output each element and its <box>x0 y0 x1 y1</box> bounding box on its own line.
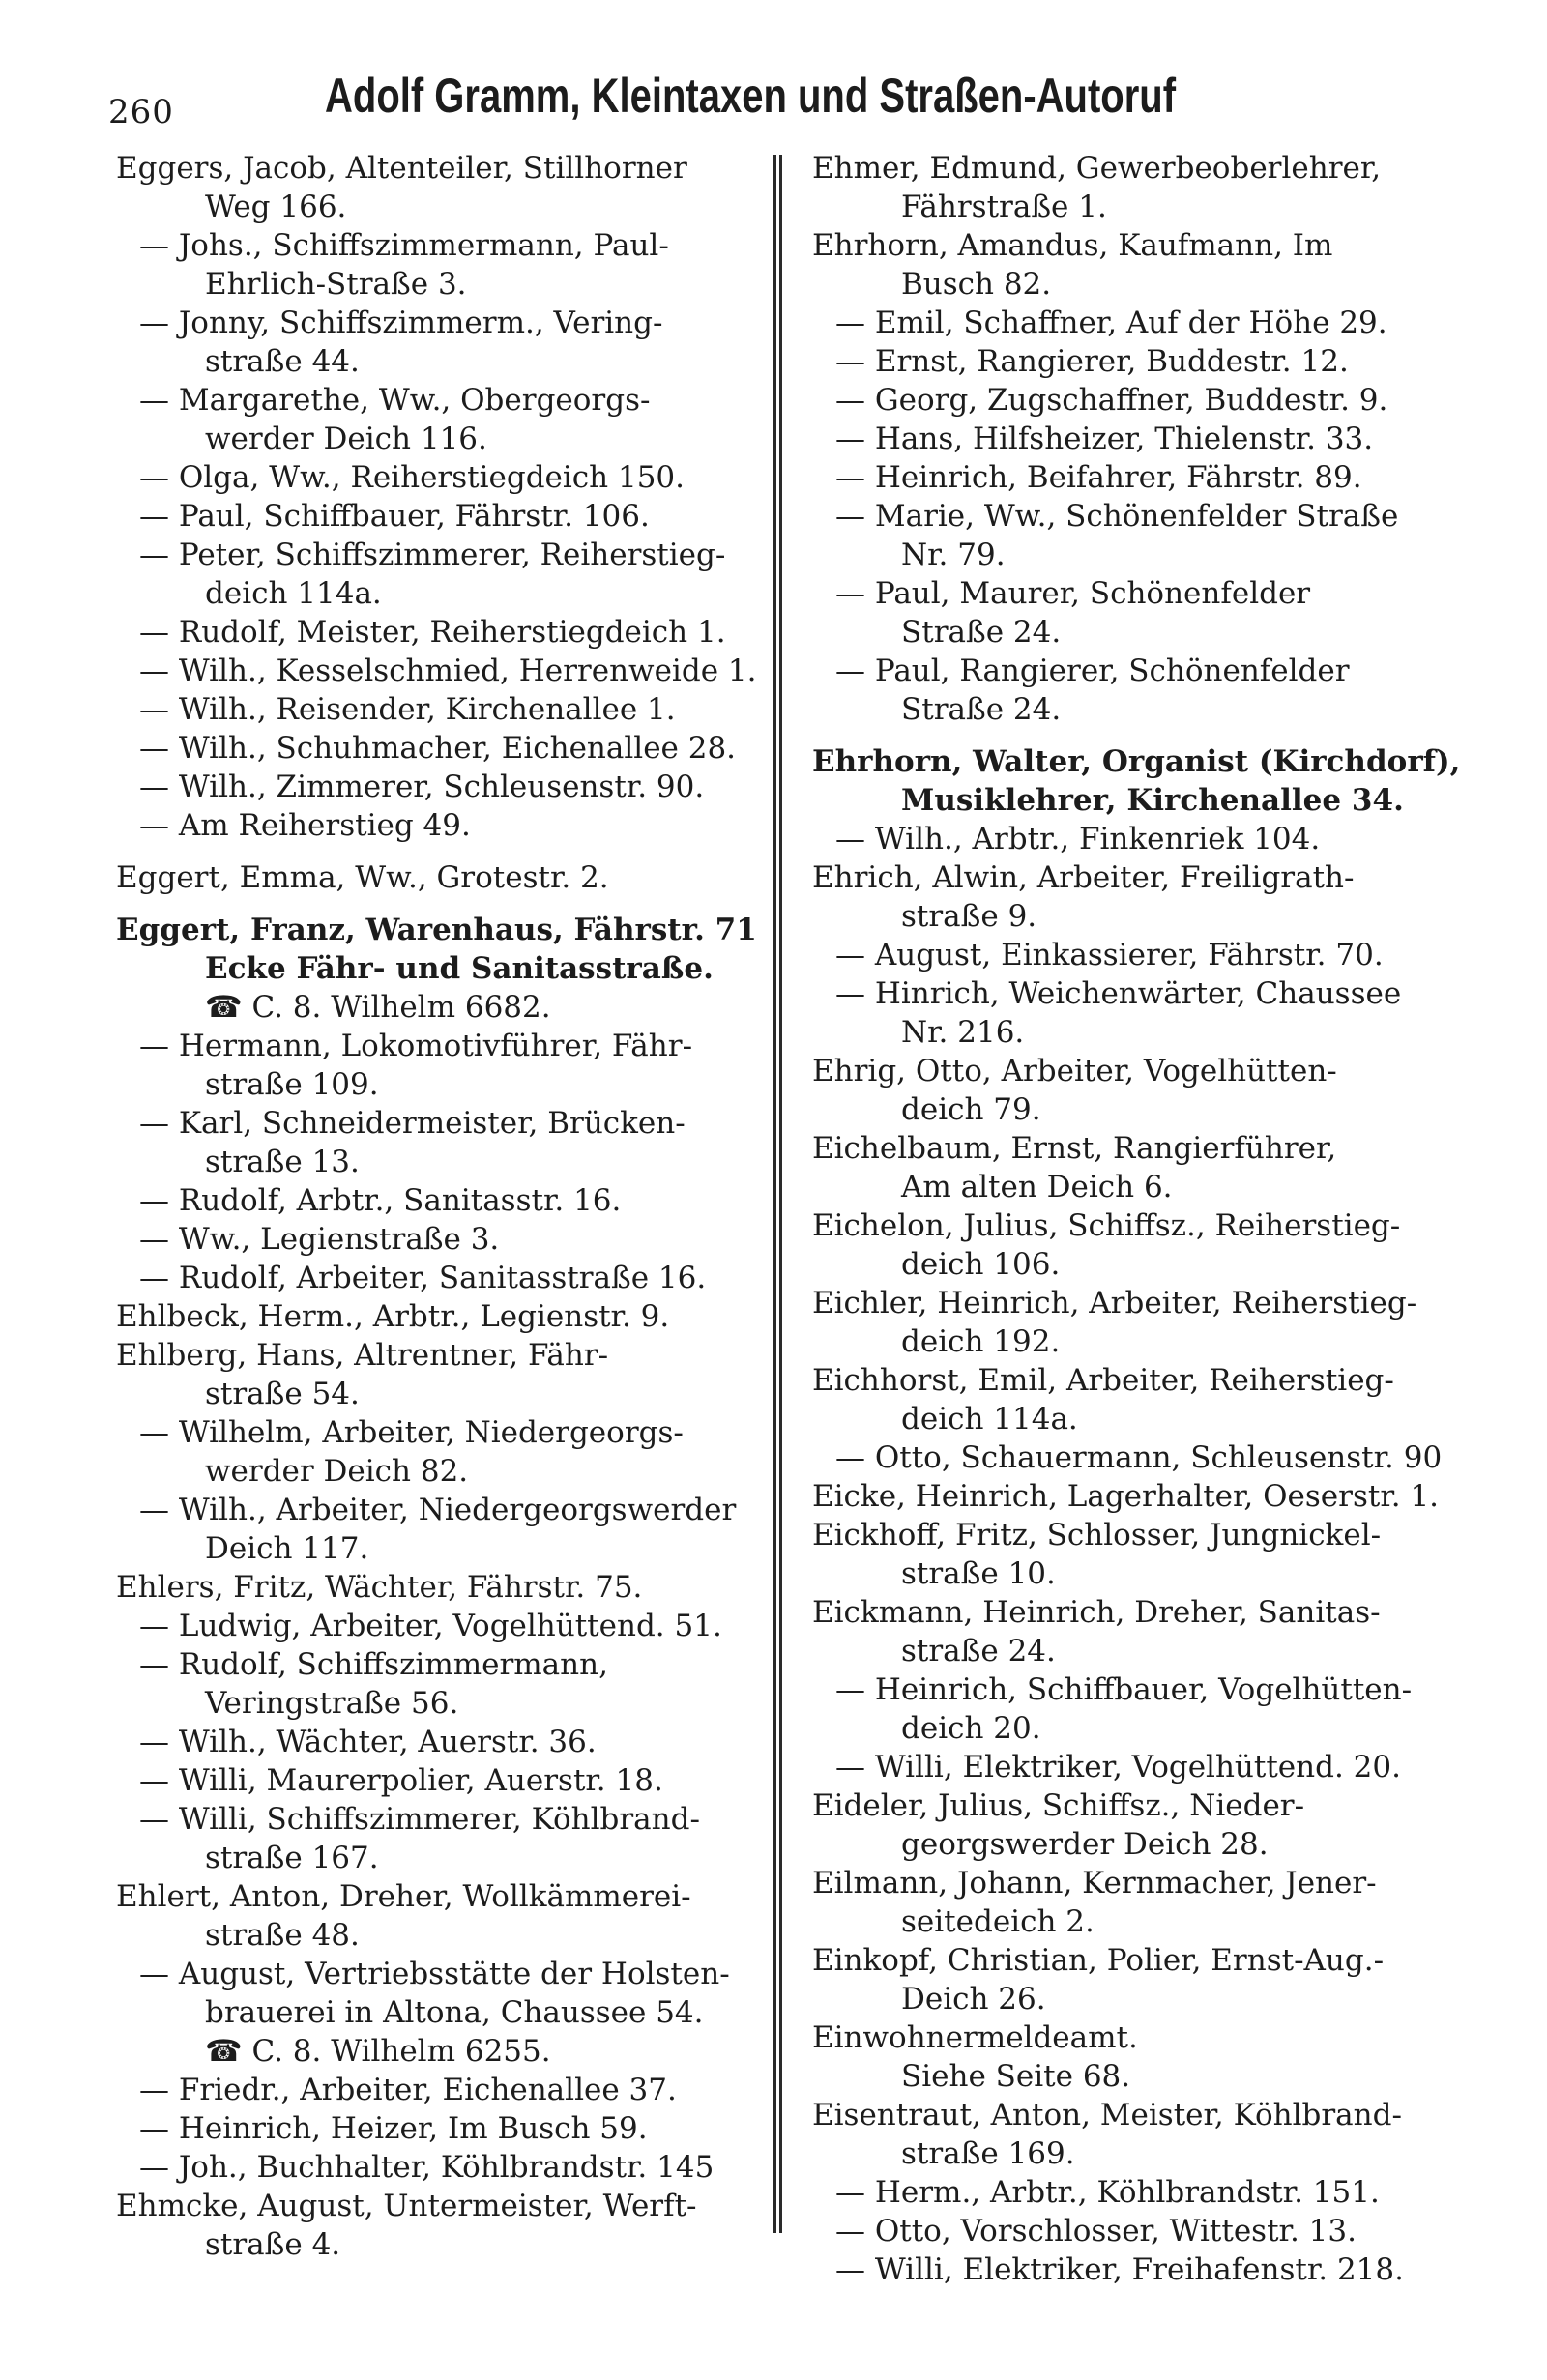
entry-line: Eggers, Jacob, Altenteiler, Stillhorner <box>116 151 687 186</box>
entry-line: Einkopf, Christian, Polier, Ernst-Aug.- <box>812 1943 1385 1978</box>
entry-line: — Ernst, Rangierer, Buddestr. 12. <box>835 344 1349 379</box>
entry-continuation: Nr. 216. <box>901 1015 1025 1050</box>
directory-entry <box>116 1336 764 1413</box>
directory-entry <box>116 1568 764 1607</box>
directory-entry <box>116 458 764 497</box>
entry-line: — Friedr., Arbeiter, Eichenallee 37. <box>139 2073 677 2107</box>
entry-line: Ehrhorn, Amandus, Kaufmann, Im <box>812 228 1333 263</box>
directory-entry <box>116 304 764 381</box>
directory-entry <box>812 858 1489 936</box>
directory-entry <box>812 1129 1489 1206</box>
entry-continuation: straße 54. <box>205 1377 360 1411</box>
entry-line: Ehlert, Anton, Dreher, Wollkämmerei- <box>116 1879 691 1914</box>
directory-entry <box>116 536 764 613</box>
entry-line: — Willi, Elektriker, Vogelhüttend. 20. <box>835 1750 1401 1785</box>
directory-entry <box>812 652 1489 729</box>
directory-entry <box>116 613 764 652</box>
entry-line: — Paul, Maurer, Schönenfelder <box>835 576 1311 611</box>
entry-line: — Wilhelm, Arbeiter, Niedergeorgs- <box>139 1415 684 1450</box>
entry-line: ☎ C. 8. Wilhelm 6255. <box>205 2034 551 2069</box>
entry-continuation: straße 169. <box>901 2136 1075 2171</box>
entry-line: — Wilh., Schuhmacher, Eichenallee 28. <box>139 731 737 766</box>
entry-line: — Jonny, Schiffszimmerm., Vering- <box>139 305 663 340</box>
directory-entry <box>812 820 1489 858</box>
directory-entry <box>116 1877 764 1955</box>
entry-line: — Herm., Arbtr., Köhlbrandstr. 151. <box>835 2175 1380 2210</box>
directory-entry <box>116 1761 764 1800</box>
entry-line: — Paul, Schiffbauer, Fährstr. 106. <box>139 499 650 534</box>
directory-entry <box>812 1438 1489 1477</box>
directory-entry <box>812 2173 1489 2212</box>
entry-line: — Otto, Vorschlosser, Wittestr. 13. <box>835 2214 1357 2249</box>
entry-continuation: Siehe Seite 68. <box>901 2059 1131 2094</box>
entry-line: — Rudolf, Meister, Reiherstiegdeich 1. <box>139 615 726 650</box>
entry-continuation: straße 24. <box>901 1634 1056 1669</box>
entry-line: Einwohnermeldeamt. <box>812 2020 1138 2055</box>
directory-entry <box>116 1955 764 2032</box>
entry-continuation: straße 109. <box>205 1067 379 1102</box>
entry-line: — Marie, Ww., Schönenfelder Straße <box>835 499 1399 534</box>
directory-entry <box>116 2187 764 2264</box>
entry-line: Eichler, Heinrich, Arbeiter, Reiherstieg- <box>812 1286 1417 1321</box>
entry-line: — Wilh., Kesselschmied, Herrenweide 1. <box>139 653 757 688</box>
entry-continuation: georgswerder Deich 28. <box>901 1827 1269 1862</box>
directory-entry <box>116 1259 764 1297</box>
entry-line: — Joh., Buchhalter, Köhlbrandstr. 145 <box>139 2150 715 2185</box>
directory-entry <box>116 226 764 304</box>
directory-entry <box>116 1027 764 1104</box>
entry-line: — August, Einkassierer, Fährstr. 70. <box>835 938 1384 972</box>
entry-line: — Rudolf, Arbeiter, Sanitasstraße 16. <box>139 1261 707 1295</box>
entry-continuation: brauerei in Altona, Chaussee 54. <box>205 1995 704 2030</box>
entry-continuation: Straße 24. <box>901 692 1062 727</box>
entry-line: — Wilh., Arbeiter, Niedergeorgswerder <box>139 1493 737 1527</box>
directory-entry <box>116 1181 764 1220</box>
entry-line: ☎ C. 8. Wilhelm 6682. <box>205 990 551 1025</box>
directory-entry <box>116 768 764 806</box>
directory-entry <box>116 497 764 536</box>
directory-entry <box>812 1786 1489 1864</box>
entry-line: — Peter, Schiffszimmerer, Reiherstieg- <box>139 537 726 572</box>
directory-entry <box>116 2071 764 2109</box>
directory-entry <box>116 858 764 897</box>
running-title: Adolf Gramm, Kleintaxen und Straßen-Autoruf <box>325 69 1177 123</box>
entry-continuation: seitedeich 2. <box>901 1904 1095 1939</box>
entry-continuation: Ecke Fähr- und Sanitasstraße. <box>205 951 714 986</box>
directory-entry <box>812 1477 1489 1516</box>
entry-continuation: deich 114a. <box>205 576 382 611</box>
entry-line: Eichhorst, Emil, Arbeiter, Reiherstieg- <box>812 1363 1394 1398</box>
entry-line: Eickhoff, Fritz, Schlosser, Jungnickel- <box>812 1518 1382 1553</box>
directory-entry <box>116 2148 764 2187</box>
entry-continuation: straße 10. <box>901 1556 1056 1591</box>
entry-continuation: Deich 117. <box>205 1531 369 1566</box>
entry-line: — Wilh., Zimmerer, Schleusenstr. 90. <box>139 769 705 804</box>
entry-line: — Am Reiherstieg 49. <box>139 808 471 843</box>
directory-entry <box>116 1723 764 1761</box>
directory-entry <box>116 1607 764 1645</box>
left-column <box>116 149 764 2264</box>
entry-line: Ehrich, Alwin, Arbeiter, Freiligrath- <box>812 860 1355 895</box>
entry-continuation: deich 192. <box>901 1324 1061 1359</box>
entry-continuation: Straße 24. <box>901 615 1062 650</box>
directory-entry <box>812 304 1489 342</box>
entry-continuation: Nr. 79. <box>901 537 1006 572</box>
entry-line: — Wilh., Reisender, Kirchenallee 1. <box>139 692 676 727</box>
directory-entry <box>116 2032 764 2071</box>
entry-continuation: deich 79. <box>901 1092 1041 1127</box>
directory-entry <box>812 420 1489 458</box>
directory-entry <box>116 690 764 729</box>
entry-line: — Hinrich, Weichenwärter, Chaussee <box>835 976 1402 1011</box>
entry-line: Eichelbaum, Ernst, Rangierführer, <box>812 1131 1337 1166</box>
entry-line: — Heinrich, Heizer, Im Busch 59. <box>139 2111 648 2146</box>
entry-line: — Heinrich, Beifahrer, Fährstr. 89. <box>835 460 1362 495</box>
directory-entry <box>116 381 764 458</box>
directory-entry <box>812 497 1489 574</box>
directory-entry <box>116 652 764 690</box>
entry-continuation: straße 9. <box>901 899 1037 934</box>
entry-line: Ehmcke, August, Untermeister, Werft- <box>116 2189 697 2223</box>
entry-line: — Willi, Elektriker, Freihafenstr. 218. <box>835 2252 1404 2287</box>
entry-continuation: werder Deich 82. <box>205 1454 469 1489</box>
entry-continuation: Ehrlich-Straße 3. <box>205 267 467 302</box>
entry-continuation: werder Deich 116. <box>205 421 487 456</box>
directory-entry <box>812 1516 1489 1593</box>
entry-line: — Willi, Maurerpolier, Auerstr. 18. <box>139 1763 663 1798</box>
directory-entry <box>116 1645 764 1723</box>
entry-continuation: deich 106. <box>901 1247 1061 1282</box>
entry-continuation: straße 13. <box>205 1145 360 1179</box>
entry-line: — Otto, Schauermann, Schleusenstr. 90 <box>835 1440 1443 1475</box>
entry-continuation: straße 4. <box>205 2227 341 2262</box>
directory-entry <box>812 1052 1489 1129</box>
directory-entry <box>116 729 764 768</box>
entry-continuation: Weg 166. <box>205 189 347 224</box>
directory-entry <box>812 936 1489 974</box>
entry-line: — Rudolf, Arbtr., Sanitasstr. 16. <box>139 1183 622 1218</box>
entry-continuation: deich 20. <box>901 1711 1041 1746</box>
entry-line: — Hans, Hilfsheizer, Thielenstr. 33. <box>835 421 1374 456</box>
column-divider <box>779 155 782 2233</box>
entry-line: Ehlers, Fritz, Wächter, Fährstr. 75. <box>116 1570 643 1605</box>
entry-line: Eicke, Heinrich, Lagerhalter, Oeserstr. 1. <box>812 1479 1440 1514</box>
directory-entry <box>116 988 764 1027</box>
directory-entry <box>812 2096 1489 2173</box>
entry-continuation: Busch 82. <box>901 267 1052 302</box>
entry-line: — Johs., Schiffszimmermann, Paul- <box>139 228 669 263</box>
entry-line: — Karl, Schneidermeister, Brücken- <box>139 1106 686 1141</box>
directory-entry <box>812 2250 1489 2289</box>
directory-entry <box>812 574 1489 652</box>
directory-entry <box>812 2018 1489 2096</box>
directory-entry <box>812 742 1489 820</box>
directory-entry <box>116 1491 764 1568</box>
entry-line: Eilmann, Johann, Kernmacher, Jener- <box>812 1866 1377 1901</box>
entry-continuation: Fährstraße 1. <box>901 189 1107 224</box>
entry-line: Ehlbeck, Herm., Arbtr., Legienstr. 9. <box>116 1299 670 1334</box>
entry-line: — Ludwig, Arbeiter, Vogelhüttend. 51. <box>139 1609 722 1643</box>
entry-line: Eggert, Franz, Warenhaus, Fährstr. 71 <box>116 913 757 947</box>
directory-entry <box>812 226 1489 304</box>
entry-line: — Margarethe, Ww., Obergeorgs- <box>139 383 651 418</box>
entry-line: Ehmer, Edmund, Gewerbeoberlehrer, <box>812 151 1382 186</box>
directory-entry <box>116 1220 764 1259</box>
directory-entry <box>116 1297 764 1336</box>
entry-continuation: Deich 26. <box>901 1982 1046 2017</box>
directory-entry <box>116 2109 764 2148</box>
directory-entry <box>116 1413 764 1491</box>
page-number: 260 <box>108 93 174 131</box>
entry-line: — Olga, Ww., Reiherstiegdeich 150. <box>139 460 686 495</box>
directory-entry <box>116 1800 764 1877</box>
entry-line: — Wilh., Wächter, Auerstr. 36. <box>139 1725 597 1759</box>
entry-line: Eickmann, Heinrich, Dreher, Sanitas- <box>812 1595 1381 1630</box>
directory-entry <box>812 1593 1489 1670</box>
directory-entry <box>812 1361 1489 1438</box>
directory-entry <box>812 1670 1489 1748</box>
entry-line: — Ww., Legienstraße 3. <box>139 1222 500 1257</box>
entry-line: Eggert, Emma, Ww., Grotestr. 2. <box>116 860 609 895</box>
directory-entry <box>812 974 1489 1052</box>
directory-entry <box>116 806 764 845</box>
entry-line: — Paul, Rangierer, Schönenfelder <box>835 653 1350 688</box>
entry-continuation: Veringstraße 56. <box>205 1686 459 1721</box>
directory-entry <box>116 149 764 226</box>
directory-entry <box>812 1284 1489 1361</box>
right-column <box>812 149 1489 2289</box>
entry-continuation: straße 44. <box>205 344 360 379</box>
entry-line: — Hermann, Lokomotivführer, Fähr- <box>139 1029 693 1063</box>
entry-line: — Wilh., Arbtr., Finkenriek 104. <box>835 822 1321 856</box>
directory-entry <box>812 1864 1489 1941</box>
entry-line: — August, Vertriebsstätte der Holsten- <box>139 1957 730 1991</box>
entry-line: — Emil, Schaffner, Auf der Höhe 29. <box>835 305 1387 340</box>
directory-entry <box>116 1104 764 1181</box>
entry-line: Ehrig, Otto, Arbeiter, Vogelhütten- <box>812 1054 1337 1088</box>
entry-line: — Willi, Schiffszimmerer, Köhlbrand- <box>139 1802 700 1837</box>
directory-entry <box>812 1748 1489 1786</box>
directory-entry <box>812 2212 1489 2250</box>
directory-entry <box>812 458 1489 497</box>
entry-line: Ehrhorn, Walter, Organist (Kirchdorf), <box>812 744 1461 779</box>
directory-entry <box>812 381 1489 420</box>
directory-entry <box>812 1206 1489 1284</box>
directory-entry <box>812 1941 1489 2018</box>
entry-line: — Heinrich, Schiffbauer, Vogelhütten- <box>835 1672 1413 1707</box>
entry-line: Eichelon, Julius, Schiffsz., Reiherstieg- <box>812 1208 1401 1243</box>
entry-line: Eisentraut, Anton, Meister, Köhlbrand- <box>812 2098 1402 2133</box>
directory-entry <box>812 342 1489 381</box>
column-divider <box>774 155 776 2233</box>
entry-line: Eideler, Julius, Schiffsz., Nieder- <box>812 1788 1305 1823</box>
directory-entry <box>812 149 1489 226</box>
directory-entry <box>116 911 764 988</box>
entry-continuation: Musiklehrer, Kirchenallee 34. <box>901 783 1404 818</box>
entry-line: — Rudolf, Schiffszimmermann, <box>139 1647 608 1682</box>
entry-continuation: Am alten Deich 6. <box>901 1170 1173 1205</box>
entry-line: — Georg, Zugschaffner, Buddestr. 9. <box>835 383 1388 418</box>
entry-continuation: straße 48. <box>205 1918 360 1953</box>
entry-line: Ehlberg, Hans, Altrentner, Fähr- <box>116 1338 609 1373</box>
entry-continuation: straße 167. <box>205 1841 379 1875</box>
entry-continuation: deich 114a. <box>901 1402 1078 1437</box>
